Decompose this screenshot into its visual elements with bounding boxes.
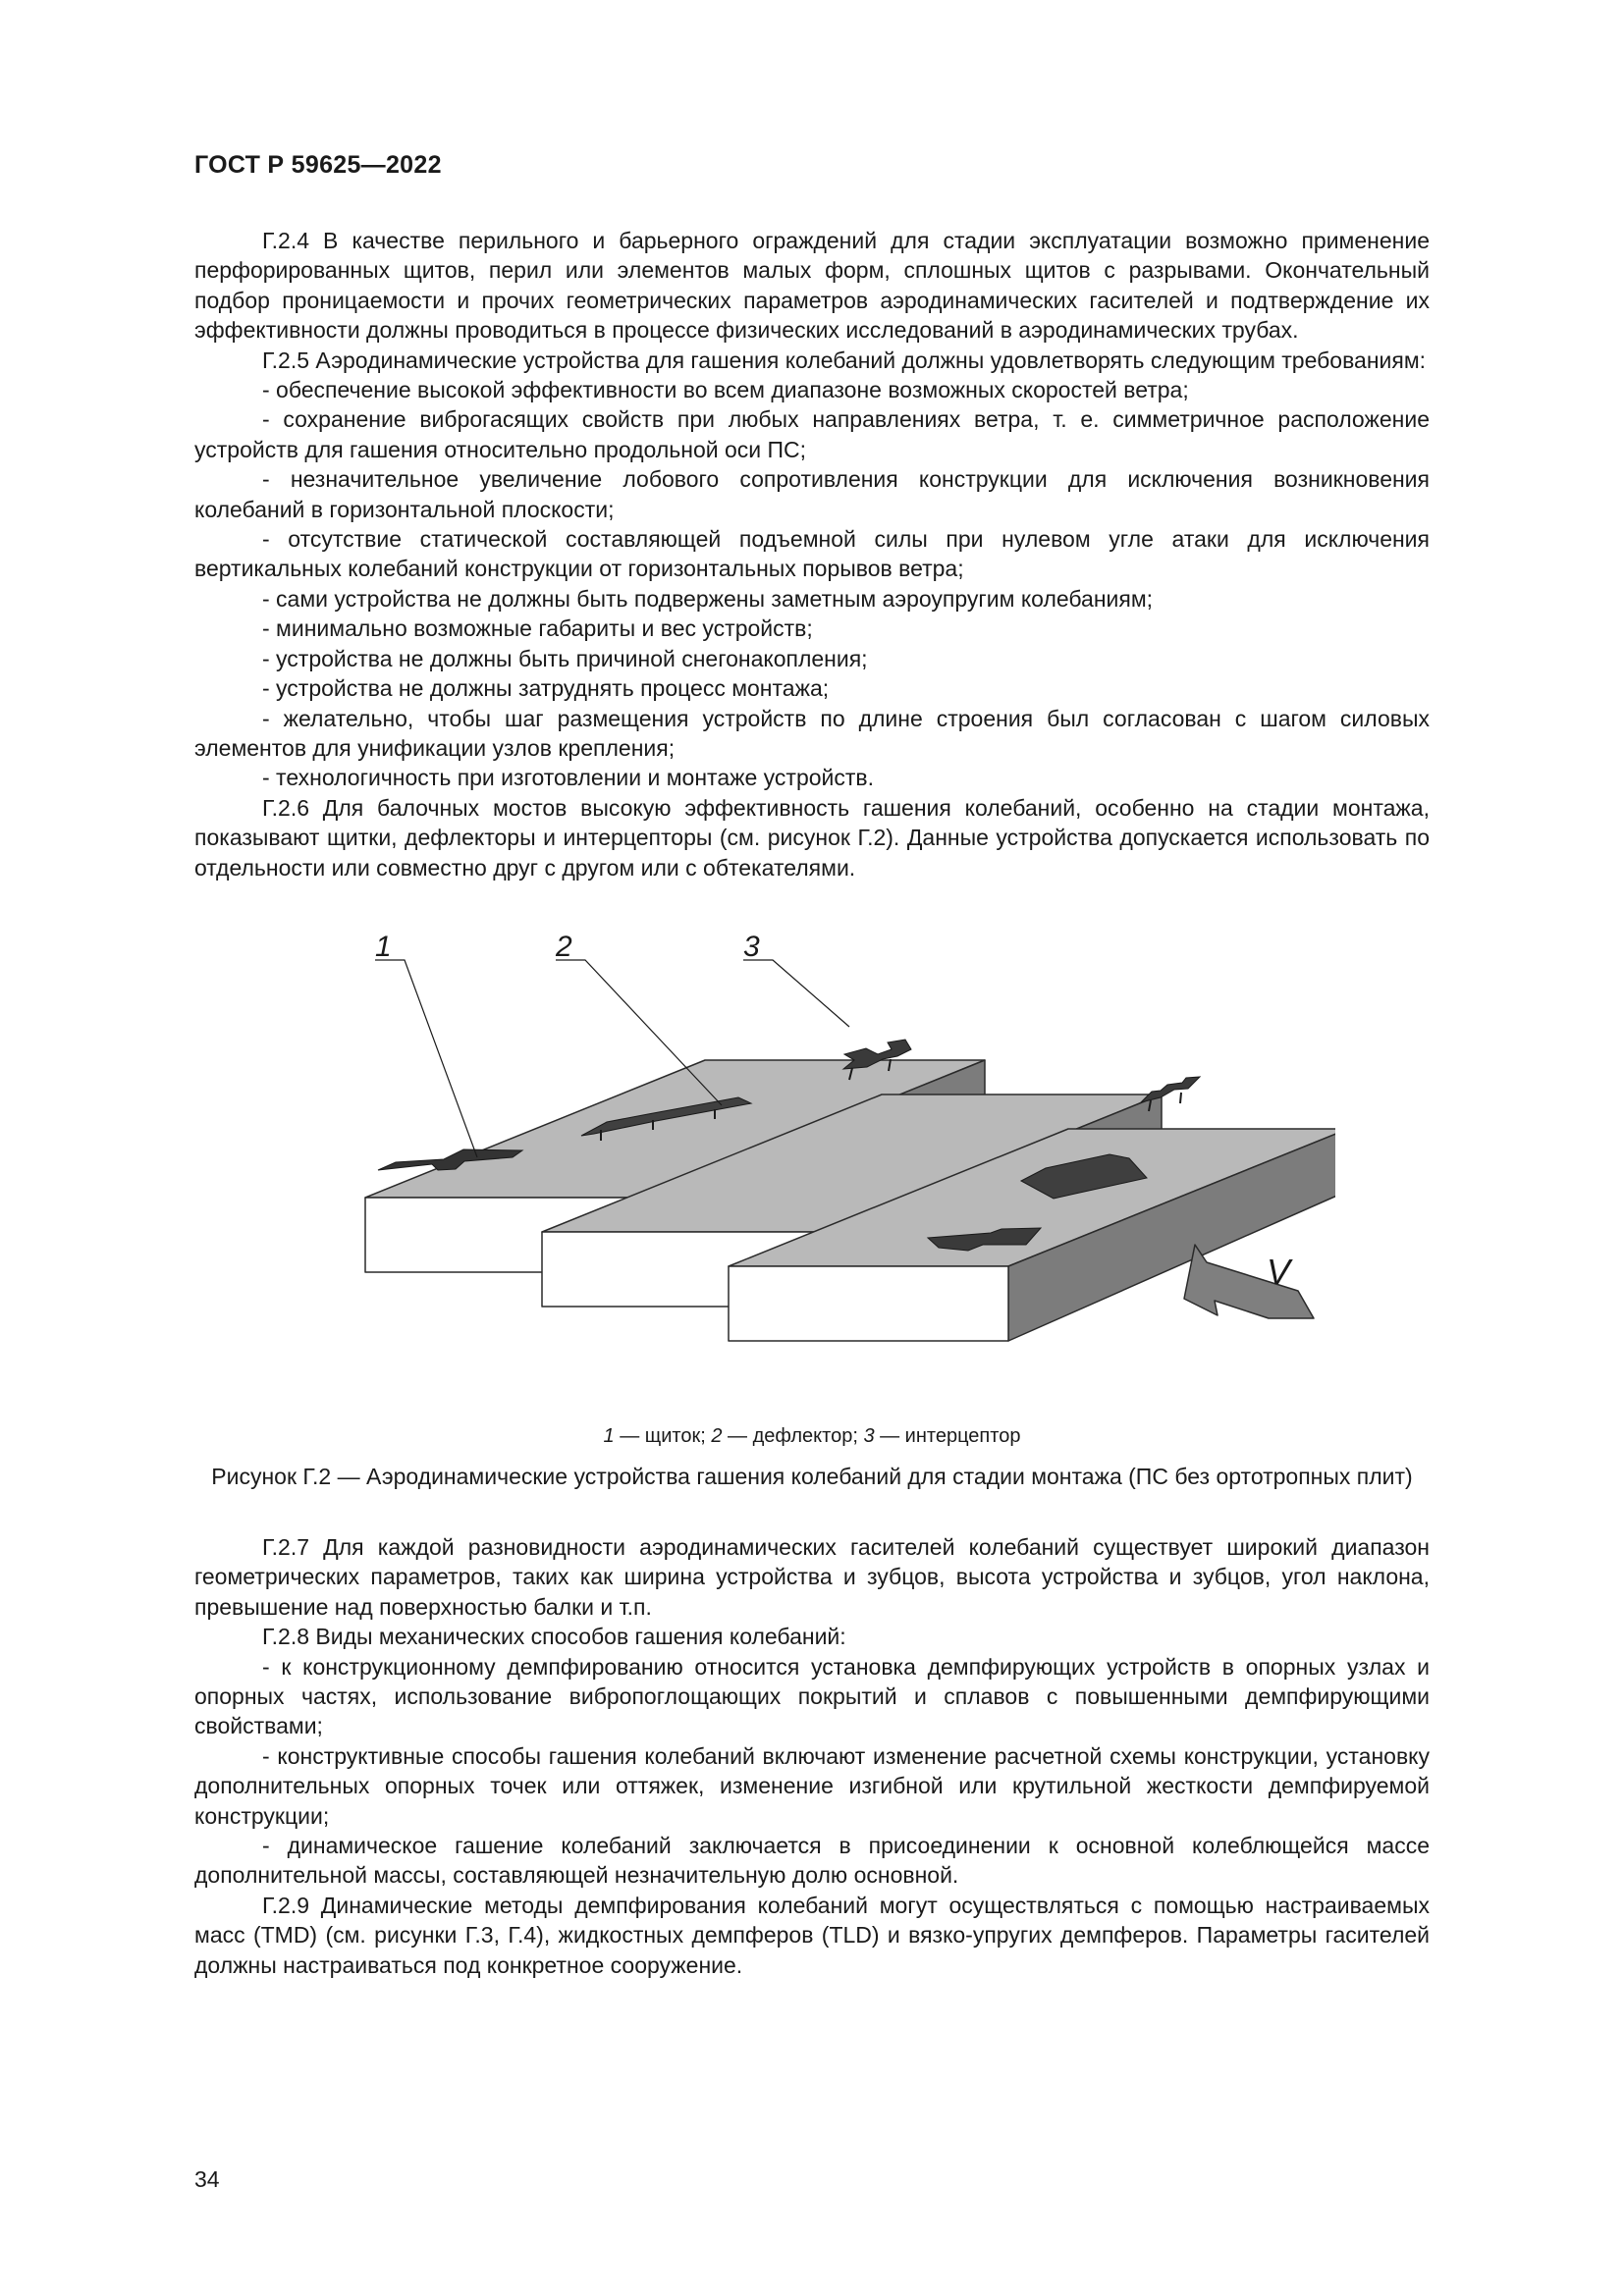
figure-legend bbox=[0, 1425, 1624, 1448]
list-item: - минимально возможные габариты и вес устройств; bbox=[262, 615, 813, 642]
figure-caption: Рисунок Г.2 — Аэродинамические устройства гашения колебаний для стадии монтажа (ПС без ортотропных плит) bbox=[211, 1464, 1413, 1489]
page-number: 34 bbox=[194, 2166, 220, 2192]
document-header: ГОСТ Р 59625—2022 bbox=[194, 151, 442, 179]
list-item: - к конструкционному демпфированию относится установка демпфирующих устройств в опорных узлах и опорных частях, использование вибропоглощающих покрытий и сплавов с повышенными демпфирующими свойствами; bbox=[194, 1653, 1430, 1739]
text-block-top bbox=[194, 226, 1430, 882]
list-item: - желательно, чтобы шаг размещения устройств по длине строения был согласован с шагом силовых элементов для унификации узлов крепления; bbox=[194, 705, 1430, 761]
list-item: - обеспечение высокой эффективности во всем диапазоне возможных скоростей ветра; bbox=[262, 377, 1189, 403]
wind-label: V bbox=[1267, 1252, 1291, 1292]
paragraph: Г.2.5 Аэродинамические устройства для гашения колебаний должны удовлетворять следующим требованиям: bbox=[262, 347, 1427, 373]
list-item: - сохранение виброгасящих свойств при любых направлениях ветра, т. е. симметричное расположение устройств для гашения относительно продольной оси ПС; bbox=[194, 406, 1430, 462]
legend-text: — щиток; bbox=[614, 1425, 712, 1447]
list-item: - динамическое гашение колебаний заключается в присоединении к основной колеблющейся массе дополнительной массы, составляющей незначительную долю основной. bbox=[194, 1833, 1430, 1889]
text-block-bottom bbox=[194, 1532, 1430, 1980]
list-item: - технологичность при изготовлении и монтаже устройств. bbox=[262, 765, 875, 791]
list-item: - сами устройства не должны быть подвержены заметным аэроупругим колебаниям; bbox=[262, 585, 1154, 612]
legend-number: 3 bbox=[863, 1425, 875, 1447]
list-item: - устройства не должны быть причиной снегонакопления; bbox=[262, 645, 868, 671]
wind-arrow-icon bbox=[1184, 1245, 1314, 1318]
callout-label-1: 1 bbox=[375, 931, 392, 963]
paragraph: Г.2.9 Динамические методы демпфирования колебаний могут осуществляться с помощью настраиваемых масс (TMD) (см. рисунки Г.3, Г.4), жидкостных демпферов (TLD) и вязко-упругих демпферов. Параметры гасителей должны настраиваться под конкретное сооружение. bbox=[194, 1892, 1430, 1978]
list-item: - устройства не должны затруднять процесс монтажа; bbox=[262, 675, 830, 702]
paragraph: Г.2.8 Виды механических способов гашения колебаний: bbox=[262, 1624, 846, 1650]
legend-number: 1 bbox=[603, 1425, 615, 1447]
legend-number: 2 bbox=[711, 1425, 723, 1447]
paragraph: Г.2.6 Для балочных мостов высокую эффективность гашения колебаний, особенно на стадии монтажа, показывают щитки, дефлекторы и интерцепторы (см. рисунок Г.2). Данные устройства допускается использовать по отдельности или совместно друг с другом или с обтекателями. bbox=[194, 794, 1430, 881]
callout-label-3: 3 bbox=[743, 931, 760, 963]
list-item: - незначительное увеличение лобового сопротивления конструкции для исключения возникновения колебаний в горизонтальной плоскости; bbox=[194, 466, 1430, 522]
legend-text: — дефлектор; bbox=[722, 1425, 864, 1447]
legend-text: — интерцептор bbox=[874, 1425, 1021, 1447]
interceptor-device bbox=[1141, 1077, 1200, 1111]
list-item: - конструктивные способы гашения колебаний включают изменение расчетной схемы конструкции, установку дополнительных опорных точек или оттяжек, изменение изгибной или крутильной жесткости демпфируемой конструкции; bbox=[194, 1742, 1430, 1829]
figure-aerodynamic-devices bbox=[353, 921, 1335, 1388]
callout-label-2: 2 bbox=[556, 931, 572, 963]
list-item: - отсутствие статической составляющей подъемной силы при нулевом угле атаки для исключения вертикальных колебаний конструкции от горизонтальных порывов ветра; bbox=[194, 526, 1430, 582]
paragraph: Г.2.4 В качестве перильного и барьерного ограждений для стадии эксплуатации возможно применение перфорированных щитов, перил или элементов малых форм, сплошных щитов с разрывами. Окончательный подбор проницаемости и прочих геометрических параметров аэродинамических гасителей и подтверждение их эффективности должны проводиться в процессе физических исследований в аэродинамических трубах. bbox=[194, 228, 1430, 344]
paragraph: Г.2.7 Для каждой разновидности аэродинамических гасителей колебаний существует широкий диапазон геометрических параметров, таких как ширина устройства и зубцов, высота устройства и зубцов, угол наклона, превышение над поверхностью балки и т.п. bbox=[194, 1534, 1430, 1620]
